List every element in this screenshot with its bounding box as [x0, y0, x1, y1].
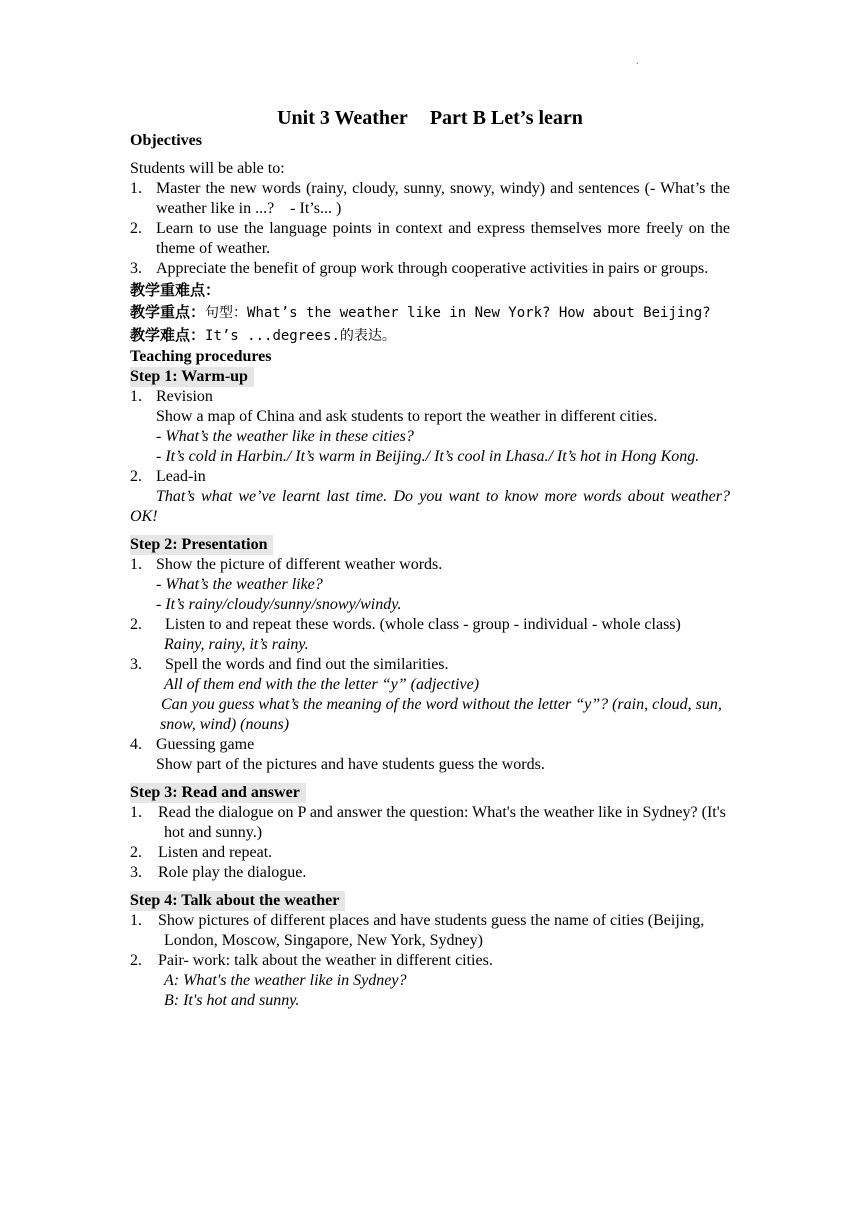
title-part: Part B Let’s learn [429, 107, 583, 129]
step-3-line: 2. Listen and repeat. [130, 844, 273, 861]
step-2-line: snow, wind) (nouns) [160, 716, 290, 733]
step-3-heading: Step 3: Read and answer [130, 783, 306, 803]
objectives-heading: Objectives [130, 132, 202, 149]
step-1-line: Show a map of China and ask students to report the weather in different cities. [156, 408, 658, 425]
step-3-line: 1. Read the dialogue on P and answer the question: What's the weather like in Sydney? (It's [130, 804, 726, 821]
step-1-heading: Step 1: Warm-up [130, 367, 254, 387]
step-2-item: 3. Spell the words and find out the similarities. [130, 656, 449, 673]
step-2-line: Rainy, rainy, it’s rainy. [164, 636, 309, 653]
document-body [130, 131, 730, 1011]
step-1-line: - It’s cold in Harbin./ It’s warm in Beijing./ It’s cool in Lhasa./ It’s hot in Hong Kong. [156, 448, 700, 465]
step-1-line: That’s what we’ve learnt last time. Do you want to know more words about weather? OK! [130, 488, 730, 525]
objectives-intro: Students will be able to: [130, 160, 285, 177]
step-3-line: hot and sunny.) [164, 824, 263, 841]
step-4-line: 2. Pair- work: talk about the weather in different cities. [130, 952, 493, 969]
step-1-line: - What’s the weather like in these cities? [156, 428, 414, 445]
step-1-item: 1. Revision [130, 388, 213, 405]
step-2-item: 1. Show the picture of different weather words. [130, 556, 443, 573]
keypoints-heading: 教学重难点： [130, 281, 221, 299]
keypoint-difficult: 教学难点：It’s ...degrees.的表达。 [130, 326, 396, 344]
step-2-item: 2. Listen to and repeat these words. (whole class - group - individual - whole class) [130, 616, 681, 633]
document-title [130, 105, 730, 131]
procedures-heading: Teaching procedures [130, 348, 272, 365]
step-1-item: 2. Lead-in [130, 468, 206, 485]
step-2-line: Can you guess what’s the meaning of the word without the letter “y”? (rain, cloud, sun, [161, 696, 722, 713]
step-2-item: 4. Guessing game [130, 736, 255, 753]
step-3-line: 3. Role play the dialogue. [130, 864, 307, 881]
step-4-heading: Step 4: Talk about the weather [130, 891, 345, 911]
step-4-line: London, Moscow, Singapore, New York, Sydney) [164, 932, 483, 949]
step-4-line: B: It's hot and sunny. [164, 992, 300, 1009]
step-4-line: 1. Show pictures of different places and have students guess the name of cities (Beijing, [130, 912, 705, 929]
objective-item: 2. Learn to use the language points in context and express themselves more freely on the theme of weather. [130, 220, 730, 257]
objective-item: 1. Master the new words (rainy, cloudy, sunny, snowy, windy) and sentences (- What’s the weather like in ...? - It’s... ) [130, 180, 730, 217]
step-2-line: - What’s the weather like? [156, 576, 323, 593]
step-4-line: A: What's the weather like in Sydney? [164, 972, 407, 989]
keypoint-focus: 教学重点：句型：What’s the weather like in New York? How about Beijing? [130, 303, 711, 321]
step-2-line: Show part of the pictures and have students guess the words. [156, 756, 545, 773]
step-2-heading: Step 2: Presentation [130, 535, 273, 555]
step-2-line: All of them end with the the letter “y” (adjective) [164, 676, 480, 693]
step-2-line: - It’s rainy/cloudy/sunny/snowy/windy. [156, 596, 402, 613]
page-corner-mark: . [636, 56, 639, 67]
title-unit: Unit 3 Weather [277, 107, 408, 129]
objective-item: 3. Appreciate the benefit of group work through cooperative activities in pairs or groups. [130, 260, 709, 277]
